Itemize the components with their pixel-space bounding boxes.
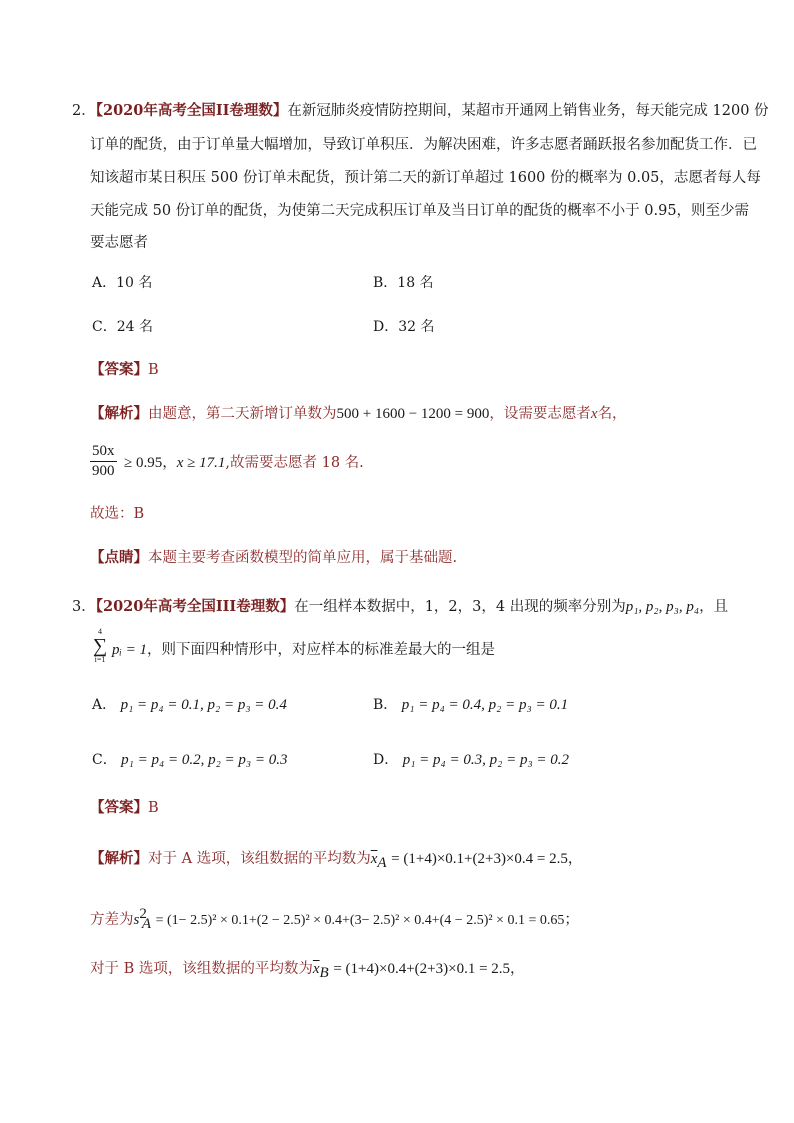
q3-text-end: ，且: [699, 599, 729, 615]
q3-mean-b-expr: = (1+4)×0.4+(2+3)×0.1 = 2.5: [333, 961, 511, 977]
q3-option-b: [373, 694, 568, 714]
q2-option-d: D．32 名: [373, 319, 435, 335]
q2-fraction-numerator: 50x: [92, 443, 115, 459]
q2-line-5: 要志愿者: [90, 235, 148, 251]
q2-comment-text: 本题主要考查函数模型的简单应用，属于基础题.: [148, 550, 458, 566]
q2-line-4: 天能完成 50 份订单的配货，为使第二天完成积压订单及当日订单的配货的概率不小于 0.95，则至少需: [90, 203, 750, 219]
q2-comment: [90, 548, 457, 568]
q2-option-a: A．10 名: [92, 275, 153, 291]
q3-option-c-label: C．: [92, 752, 117, 768]
q2-text: 在新冠肺炎疫情防控期间，某超市开通网上销售业务，每天能完成 1200 份: [287, 103, 769, 119]
q2-source-tag: 【2020年高考全国II卷理数】: [95, 102, 288, 119]
q2-answer-value: B: [148, 362, 159, 378]
q3-analysis-a: [90, 849, 582, 873]
q2-fraction-bar: [90, 461, 117, 462]
q3-analysis-b: [90, 959, 525, 983]
q2-inequality-1: ≥ 0.95: [124, 455, 163, 471]
q2-analysis-line-1: [90, 404, 627, 424]
q3-summation: [90, 628, 110, 664]
q3-number: 3．: [72, 599, 96, 615]
q3-source-tag: 【2020年高考全国III卷理数】: [95, 598, 295, 615]
q3-option-d-label: D．: [373, 752, 399, 768]
q3-answer: [90, 798, 159, 818]
q3-line-2: [112, 640, 495, 660]
q2-inequality-2: x ≥ 17.1: [176, 455, 226, 471]
q2-fraction-denominator: 900: [92, 463, 115, 479]
q3-mean-b-sub: B: [319, 964, 329, 981]
q3-option-d-math: p₁ = p₄ = 0.3, p₂ = p₃ = 0.2: [402, 752, 570, 768]
q2-analysis-text-3: 名，: [597, 406, 627, 422]
q2-answer-tag: 【答案】: [90, 361, 148, 378]
q3-variance-a-end: ；: [564, 911, 579, 928]
q2-analysis-tag: 【解析】: [90, 405, 148, 422]
q3-sum-upper: 4: [98, 627, 102, 636]
q3-option-b-math: p₁ = p₄ = 0.4, p₂ = p₃ = 0.1: [401, 697, 569, 713]
q3-mean-a-var: $\overline{x}$: [370, 851, 378, 867]
q2-conclusion: ,故需要志愿者 18 名.: [225, 455, 364, 471]
q2-choose: 故选：B: [90, 506, 145, 522]
q2-analysis-text-2: ，设需要志愿者: [489, 406, 591, 422]
q2-answer: [90, 360, 159, 380]
q2-line-1: [72, 101, 769, 121]
q3-variance-a: [90, 904, 579, 934]
q3-option-b-label: B．: [373, 697, 398, 713]
q2-option-c: C．24 名: [92, 319, 153, 335]
q2-analysis-var: x: [590, 406, 598, 422]
q3-option-c-math: p₁ = p₄ = 0.2, p₂ = p₃ = 0.3: [121, 752, 288, 768]
q3-mean-b-var: $\overline{x}$: [312, 961, 320, 977]
q2-inequality-sep: ，: [162, 455, 177, 471]
q3-sum-expr: pᵢ = 1: [112, 642, 147, 658]
q3-sum-lower: i=1: [94, 655, 106, 664]
q3-option-a-math: p₁ = p₄ = 0.1, p₂ = p₃ = 0.4: [120, 697, 287, 713]
q3-answer-value: B: [148, 800, 159, 816]
q3-analysis-a-text: 对于 A 选项，该组数据的平均数为: [148, 851, 371, 867]
q3-line-2-text: ，则下面四种情形中，对应样本的标准差最大的一组是: [147, 642, 495, 658]
q3-text: 在一组样本数据中，1，2，3，4 出现的频率分别为: [294, 599, 626, 615]
q3-variance-a-expr: = (1− 2.5)² × 0.1+(2 − 2.5)² × 0.4+(3− 2.5)² × 0.4+(4 − 2.5)² × 0.1 = 0.65: [155, 912, 565, 928]
q3-analysis-b-text: 对于 B 选项，该组数据的平均数为: [90, 961, 313, 977]
q2-line-3: 知该超市某日积压 500 份订单未配货，预计第二天的新订单超过 1600 份的概率为 0.05，志愿者每人每: [90, 170, 761, 186]
sigma-icon: ∑: [92, 635, 108, 657]
q2-comment-tag: 【点睛】: [90, 549, 148, 566]
q3-probabilities: p₁, p₂, p₃, p₄: [625, 599, 700, 615]
q3-mean-a-expr: = (1+4)×0.1+(2+3)×0.4 = 2.5: [391, 851, 568, 867]
q2-option-b: B．18 名: [373, 275, 434, 291]
q3-variance-a-sup: 2: [139, 906, 147, 922]
q3-mean-b-end: ，: [510, 961, 525, 977]
q3-line-1: [72, 597, 728, 617]
q3-mean-a-end: ，: [567, 851, 583, 867]
q2-analysis-text-1: 由题意，第二天新增订单数为: [148, 406, 337, 422]
q3-variance-a-sub: A: [141, 915, 152, 932]
q3-mean-a-sub: A: [377, 854, 387, 871]
q2-number: 2．: [72, 103, 96, 119]
q2-line-2: 订单的配货，由于订单量大幅增加，导致订单积压．为解决困难，许多志愿者踊跃报名参加配货工作．已: [90, 137, 757, 153]
q3-option-a-label: A．: [92, 697, 117, 713]
q3-variance-a-text: 方差为: [90, 911, 134, 928]
q3-answer-tag: 【答案】: [90, 799, 148, 816]
q3-option-c: [92, 749, 288, 769]
q3-analysis-tag: 【解析】: [90, 850, 148, 867]
q2-analysis-math: 500 + 1600 − 1200 = 900: [336, 406, 490, 422]
q3-variance-a-sym: s: [133, 911, 140, 928]
q2-fraction: [90, 443, 117, 480]
q2-inequality-line: [124, 453, 364, 473]
q3-option-a: [92, 694, 287, 714]
q3-option-d: [373, 749, 569, 769]
